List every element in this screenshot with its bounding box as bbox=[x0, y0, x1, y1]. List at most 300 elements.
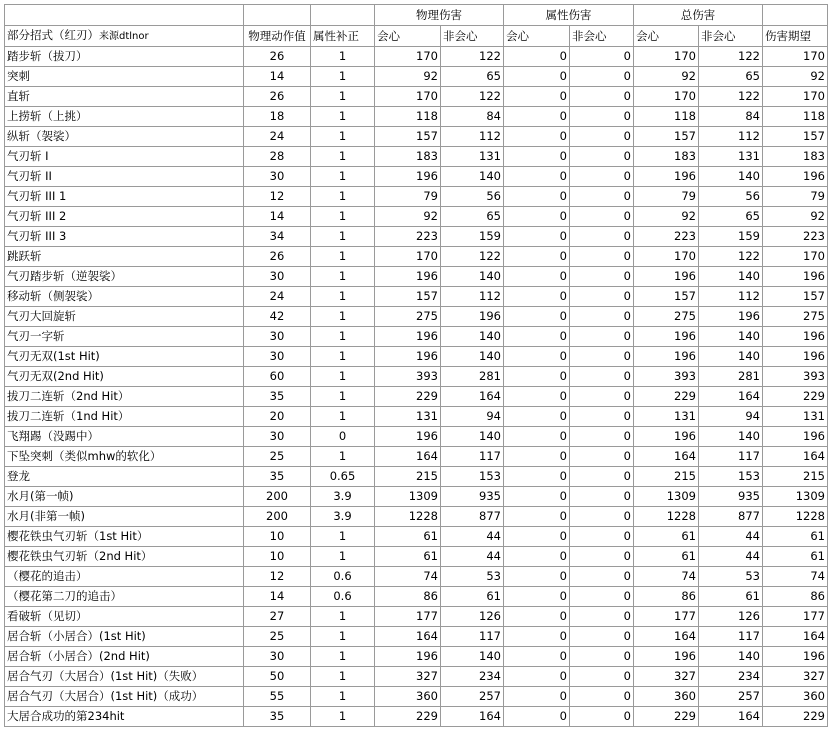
total-noncrit-cell[interactable]: 94 bbox=[699, 407, 763, 427]
expected-cell[interactable]: 196 bbox=[763, 647, 828, 667]
total-noncrit-cell[interactable]: 117 bbox=[699, 447, 763, 467]
expected-cell[interactable]: 223 bbox=[763, 227, 828, 247]
move-name-cell[interactable]: 拔刀二连斩（1nd Hit） bbox=[5, 407, 244, 427]
elem-crit-cell[interactable]: 0 bbox=[504, 667, 570, 687]
total-noncrit-cell[interactable]: 877 bbox=[699, 507, 763, 527]
element-mod-cell[interactable]: 0 bbox=[311, 427, 375, 447]
phys-noncrit-cell[interactable]: 53 bbox=[441, 567, 504, 587]
elem-crit-cell[interactable]: 0 bbox=[504, 487, 570, 507]
element-mod-cell[interactable]: 1 bbox=[311, 227, 375, 247]
elem-crit-cell[interactable]: 0 bbox=[504, 67, 570, 87]
phys-noncrit-cell[interactable]: 112 bbox=[441, 287, 504, 307]
expected-cell[interactable]: 92 bbox=[763, 67, 828, 87]
header-phys-crit[interactable]: 会心 bbox=[375, 26, 441, 47]
total-noncrit-cell[interactable]: 281 bbox=[699, 367, 763, 387]
elem-crit-cell[interactable]: 0 bbox=[504, 347, 570, 367]
phys-crit-cell[interactable]: 1309 bbox=[375, 487, 441, 507]
element-mod-cell[interactable]: 1 bbox=[311, 407, 375, 427]
move-name-cell[interactable]: 气刃斩 II bbox=[5, 167, 244, 187]
total-noncrit-cell[interactable]: 112 bbox=[699, 287, 763, 307]
phys-noncrit-cell[interactable]: 94 bbox=[441, 407, 504, 427]
phys-crit-cell[interactable]: 170 bbox=[375, 87, 441, 107]
element-mod-cell[interactable]: 3.9 bbox=[311, 507, 375, 527]
elem-noncrit-cell[interactable]: 0 bbox=[570, 167, 634, 187]
expected-cell[interactable]: 327 bbox=[763, 667, 828, 687]
elem-crit-cell[interactable]: 0 bbox=[504, 387, 570, 407]
phys-crit-cell[interactable]: 196 bbox=[375, 427, 441, 447]
motion-value-cell[interactable]: 26 bbox=[244, 247, 311, 267]
phys-crit-cell[interactable]: 196 bbox=[375, 267, 441, 287]
phys-noncrit-cell[interactable]: 140 bbox=[441, 347, 504, 367]
expected-cell[interactable]: 157 bbox=[763, 127, 828, 147]
total-noncrit-cell[interactable]: 140 bbox=[699, 647, 763, 667]
expected-cell[interactable]: 61 bbox=[763, 527, 828, 547]
expected-cell[interactable]: 1228 bbox=[763, 507, 828, 527]
phys-noncrit-cell[interactable]: 140 bbox=[441, 647, 504, 667]
elem-noncrit-cell[interactable]: 0 bbox=[570, 107, 634, 127]
elem-crit-cell[interactable]: 0 bbox=[504, 367, 570, 387]
phys-noncrit-cell[interactable]: 44 bbox=[441, 547, 504, 567]
phys-noncrit-cell[interactable]: 65 bbox=[441, 67, 504, 87]
phys-noncrit-cell[interactable]: 117 bbox=[441, 627, 504, 647]
elem-noncrit-cell[interactable]: 0 bbox=[570, 587, 634, 607]
total-crit-cell[interactable]: 223 bbox=[634, 227, 699, 247]
expected-cell[interactable]: 229 bbox=[763, 387, 828, 407]
total-noncrit-cell[interactable]: 44 bbox=[699, 527, 763, 547]
motion-value-cell[interactable]: 30 bbox=[244, 267, 311, 287]
total-crit-cell[interactable]: 275 bbox=[634, 307, 699, 327]
motion-value-cell[interactable]: 28 bbox=[244, 147, 311, 167]
phys-noncrit-cell[interactable]: 164 bbox=[441, 387, 504, 407]
phys-noncrit-cell[interactable]: 257 bbox=[441, 687, 504, 707]
header-move-name[interactable] bbox=[5, 26, 244, 47]
total-crit-cell[interactable]: 170 bbox=[634, 247, 699, 267]
motion-value-cell[interactable]: 35 bbox=[244, 467, 311, 487]
phys-noncrit-cell[interactable]: 234 bbox=[441, 667, 504, 687]
total-crit-cell[interactable]: 215 bbox=[634, 467, 699, 487]
total-noncrit-cell[interactable]: 117 bbox=[699, 627, 763, 647]
expected-cell[interactable]: 196 bbox=[763, 347, 828, 367]
phys-noncrit-cell[interactable]: 877 bbox=[441, 507, 504, 527]
expected-cell[interactable]: 229 bbox=[763, 707, 828, 727]
phys-crit-cell[interactable]: 92 bbox=[375, 207, 441, 227]
elem-crit-cell[interactable]: 0 bbox=[504, 207, 570, 227]
total-noncrit-cell[interactable]: 159 bbox=[699, 227, 763, 247]
element-mod-cell[interactable]: 1 bbox=[311, 647, 375, 667]
phys-noncrit-cell[interactable]: 65 bbox=[441, 207, 504, 227]
motion-value-cell[interactable]: 34 bbox=[244, 227, 311, 247]
elem-crit-cell[interactable]: 0 bbox=[504, 267, 570, 287]
phys-crit-cell[interactable]: 86 bbox=[375, 587, 441, 607]
total-crit-cell[interactable]: 86 bbox=[634, 587, 699, 607]
total-crit-cell[interactable]: 164 bbox=[634, 627, 699, 647]
move-name-cell[interactable]: 跳跃斩 bbox=[5, 247, 244, 267]
motion-value-cell[interactable]: 42 bbox=[244, 307, 311, 327]
total-noncrit-cell[interactable]: 140 bbox=[699, 327, 763, 347]
elem-crit-cell[interactable]: 0 bbox=[504, 187, 570, 207]
elem-noncrit-cell[interactable]: 0 bbox=[570, 447, 634, 467]
total-noncrit-cell[interactable]: 140 bbox=[699, 427, 763, 447]
move-name-cell[interactable]: 气刃斩 III 1 bbox=[5, 187, 244, 207]
move-name-cell[interactable]: 上捞斩（上挑） bbox=[5, 107, 244, 127]
phys-crit-cell[interactable]: 196 bbox=[375, 327, 441, 347]
move-name-cell[interactable]: 气刃大回旋斩 bbox=[5, 307, 244, 327]
motion-value-cell[interactable]: 25 bbox=[244, 627, 311, 647]
motion-value-cell[interactable]: 60 bbox=[244, 367, 311, 387]
phys-crit-cell[interactable]: 223 bbox=[375, 227, 441, 247]
total-noncrit-cell[interactable]: 126 bbox=[699, 607, 763, 627]
elem-crit-cell[interactable]: 0 bbox=[504, 167, 570, 187]
elem-crit-cell[interactable]: 0 bbox=[504, 427, 570, 447]
elem-noncrit-cell[interactable]: 0 bbox=[570, 347, 634, 367]
motion-value-cell[interactable]: 30 bbox=[244, 167, 311, 187]
header-total-crit[interactable]: 会心 bbox=[634, 26, 699, 47]
elem-noncrit-cell[interactable]: 0 bbox=[570, 627, 634, 647]
expected-cell[interactable]: 164 bbox=[763, 627, 828, 647]
element-mod-cell[interactable]: 1 bbox=[311, 707, 375, 727]
motion-value-cell[interactable]: 24 bbox=[244, 127, 311, 147]
move-name-cell[interactable]: 樱花铁虫气刃斩（1st Hit） bbox=[5, 527, 244, 547]
phys-crit-cell[interactable]: 393 bbox=[375, 367, 441, 387]
move-name-cell[interactable]: 气刃一字斩 bbox=[5, 327, 244, 347]
total-crit-cell[interactable]: 92 bbox=[634, 207, 699, 227]
phys-noncrit-cell[interactable]: 44 bbox=[441, 527, 504, 547]
header-elem-noncrit[interactable]: 非会心 bbox=[570, 26, 634, 47]
total-crit-cell[interactable]: 196 bbox=[634, 347, 699, 367]
move-name-cell[interactable]: 踏步斩（拔刀） bbox=[5, 47, 244, 67]
phys-crit-cell[interactable]: 229 bbox=[375, 387, 441, 407]
phys-crit-cell[interactable]: 157 bbox=[375, 127, 441, 147]
move-name-cell[interactable]: 拔刀二连斩（2nd Hit） bbox=[5, 387, 244, 407]
total-crit-cell[interactable]: 1228 bbox=[634, 507, 699, 527]
expected-cell[interactable]: 86 bbox=[763, 587, 828, 607]
phys-noncrit-cell[interactable]: 56 bbox=[441, 187, 504, 207]
total-crit-cell[interactable]: 79 bbox=[634, 187, 699, 207]
element-mod-cell[interactable]: 0.6 bbox=[311, 587, 375, 607]
elem-crit-cell[interactable]: 0 bbox=[504, 327, 570, 347]
elem-crit-cell[interactable]: 0 bbox=[504, 587, 570, 607]
element-mod-cell[interactable]: 1 bbox=[311, 87, 375, 107]
total-noncrit-cell[interactable]: 140 bbox=[699, 167, 763, 187]
phys-crit-cell[interactable]: 61 bbox=[375, 547, 441, 567]
elem-noncrit-cell[interactable]: 0 bbox=[570, 367, 634, 387]
total-crit-cell[interactable]: 229 bbox=[634, 707, 699, 727]
phys-crit-cell[interactable]: 61 bbox=[375, 527, 441, 547]
element-mod-cell[interactable]: 1 bbox=[311, 307, 375, 327]
header-empty-cell[interactable] bbox=[311, 5, 375, 26]
phys-crit-cell[interactable]: 170 bbox=[375, 47, 441, 67]
total-crit-cell[interactable]: 196 bbox=[634, 647, 699, 667]
element-mod-cell[interactable]: 1 bbox=[311, 447, 375, 467]
total-noncrit-cell[interactable]: 53 bbox=[699, 567, 763, 587]
phys-noncrit-cell[interactable]: 122 bbox=[441, 87, 504, 107]
elem-crit-cell[interactable]: 0 bbox=[504, 647, 570, 667]
total-crit-cell[interactable]: 74 bbox=[634, 567, 699, 587]
elem-crit-cell[interactable]: 0 bbox=[504, 47, 570, 67]
header-element-damage[interactable]: 属性伤害 bbox=[504, 5, 634, 26]
elem-crit-cell[interactable]: 0 bbox=[504, 687, 570, 707]
elem-crit-cell[interactable]: 0 bbox=[504, 287, 570, 307]
total-noncrit-cell[interactable]: 84 bbox=[699, 107, 763, 127]
element-mod-cell[interactable]: 3.9 bbox=[311, 487, 375, 507]
total-noncrit-cell[interactable]: 65 bbox=[699, 207, 763, 227]
total-noncrit-cell[interactable]: 112 bbox=[699, 127, 763, 147]
move-name-cell[interactable]: 气刃斩 III 2 bbox=[5, 207, 244, 227]
total-crit-cell[interactable]: 183 bbox=[634, 147, 699, 167]
move-name-cell[interactable]: 直斩 bbox=[5, 87, 244, 107]
header-element-mod[interactable]: 属性补正 bbox=[311, 26, 375, 47]
phys-crit-cell[interactable]: 360 bbox=[375, 687, 441, 707]
element-mod-cell[interactable]: 1 bbox=[311, 147, 375, 167]
total-noncrit-cell[interactable]: 164 bbox=[699, 387, 763, 407]
total-noncrit-cell[interactable]: 56 bbox=[699, 187, 763, 207]
elem-noncrit-cell[interactable]: 0 bbox=[570, 227, 634, 247]
total-crit-cell[interactable]: 61 bbox=[634, 527, 699, 547]
motion-value-cell[interactable]: 14 bbox=[244, 207, 311, 227]
header-motion-value[interactable]: 物理动作值 bbox=[244, 26, 311, 47]
move-name-cell[interactable]: 飞翔踢（没踢中） bbox=[5, 427, 244, 447]
element-mod-cell[interactable]: 1 bbox=[311, 247, 375, 267]
total-crit-cell[interactable]: 92 bbox=[634, 67, 699, 87]
elem-crit-cell[interactable]: 0 bbox=[504, 247, 570, 267]
total-crit-cell[interactable]: 177 bbox=[634, 607, 699, 627]
elem-crit-cell[interactable]: 0 bbox=[504, 547, 570, 567]
total-noncrit-cell[interactable]: 935 bbox=[699, 487, 763, 507]
total-noncrit-cell[interactable]: 65 bbox=[699, 67, 763, 87]
move-name-cell[interactable]: 突刺 bbox=[5, 67, 244, 87]
elem-crit-cell[interactable]: 0 bbox=[504, 407, 570, 427]
total-crit-cell[interactable]: 170 bbox=[634, 87, 699, 107]
expected-cell[interactable]: 196 bbox=[763, 327, 828, 347]
motion-value-cell[interactable]: 30 bbox=[244, 647, 311, 667]
motion-value-cell[interactable]: 200 bbox=[244, 487, 311, 507]
phys-crit-cell[interactable]: 196 bbox=[375, 167, 441, 187]
move-name-cell[interactable]: 气刃无双(1st Hit) bbox=[5, 347, 244, 367]
phys-crit-cell[interactable]: 196 bbox=[375, 347, 441, 367]
move-name-cell[interactable]: 移动斩（侧袈裟） bbox=[5, 287, 244, 307]
expected-cell[interactable]: 196 bbox=[763, 167, 828, 187]
phys-crit-cell[interactable]: 164 bbox=[375, 447, 441, 467]
expected-cell[interactable]: 170 bbox=[763, 87, 828, 107]
move-name-cell[interactable]: 纵斩（袈裟） bbox=[5, 127, 244, 147]
total-crit-cell[interactable]: 1309 bbox=[634, 487, 699, 507]
motion-value-cell[interactable]: 14 bbox=[244, 587, 311, 607]
elem-noncrit-cell[interactable]: 0 bbox=[570, 667, 634, 687]
phys-noncrit-cell[interactable]: 140 bbox=[441, 267, 504, 287]
total-noncrit-cell[interactable]: 122 bbox=[699, 247, 763, 267]
move-name-cell[interactable]: 居合气刃（大居合）(1st Hit)（失败） bbox=[5, 667, 244, 687]
move-name-cell[interactable]: 气刃斩 I bbox=[5, 147, 244, 167]
move-name-cell[interactable]: （樱花第二刀的追击） bbox=[5, 587, 244, 607]
expected-cell[interactable]: 74 bbox=[763, 567, 828, 587]
expected-cell[interactable]: 131 bbox=[763, 407, 828, 427]
move-name-cell[interactable]: 气刃踏步斩（逆袈裟） bbox=[5, 267, 244, 287]
elem-noncrit-cell[interactable]: 0 bbox=[570, 207, 634, 227]
motion-value-cell[interactable]: 200 bbox=[244, 507, 311, 527]
motion-value-cell[interactable]: 55 bbox=[244, 687, 311, 707]
move-name-cell[interactable]: 樱花铁虫气刃斩（2nd Hit） bbox=[5, 547, 244, 567]
elem-noncrit-cell[interactable]: 0 bbox=[570, 187, 634, 207]
element-mod-cell[interactable]: 1 bbox=[311, 347, 375, 367]
phys-crit-cell[interactable]: 183 bbox=[375, 147, 441, 167]
phys-crit-cell[interactable]: 92 bbox=[375, 67, 441, 87]
total-crit-cell[interactable]: 196 bbox=[634, 167, 699, 187]
phys-crit-cell[interactable]: 196 bbox=[375, 647, 441, 667]
expected-cell[interactable]: 170 bbox=[763, 47, 828, 67]
elem-crit-cell[interactable]: 0 bbox=[504, 447, 570, 467]
move-name-cell[interactable]: 登龙 bbox=[5, 467, 244, 487]
total-noncrit-cell[interactable]: 234 bbox=[699, 667, 763, 687]
total-crit-cell[interactable]: 157 bbox=[634, 287, 699, 307]
element-mod-cell[interactable]: 1 bbox=[311, 187, 375, 207]
elem-noncrit-cell[interactable]: 0 bbox=[570, 427, 634, 447]
expected-cell[interactable]: 92 bbox=[763, 207, 828, 227]
element-mod-cell[interactable]: 1 bbox=[311, 327, 375, 347]
expected-cell[interactable]: 61 bbox=[763, 547, 828, 567]
element-mod-cell[interactable]: 1 bbox=[311, 627, 375, 647]
phys-noncrit-cell[interactable]: 122 bbox=[441, 247, 504, 267]
phys-noncrit-cell[interactable]: 196 bbox=[441, 307, 504, 327]
element-mod-cell[interactable]: 0.6 bbox=[311, 567, 375, 587]
phys-noncrit-cell[interactable]: 935 bbox=[441, 487, 504, 507]
phys-crit-cell[interactable]: 118 bbox=[375, 107, 441, 127]
expected-cell[interactable]: 275 bbox=[763, 307, 828, 327]
elem-crit-cell[interactable]: 0 bbox=[504, 127, 570, 147]
move-name-cell[interactable]: 居合斩（小居合）(1st Hit) bbox=[5, 627, 244, 647]
total-noncrit-cell[interactable]: 140 bbox=[699, 267, 763, 287]
move-name-cell[interactable]: 水月(非第一帧) bbox=[5, 507, 244, 527]
phys-noncrit-cell[interactable]: 84 bbox=[441, 107, 504, 127]
element-mod-cell[interactable]: 1 bbox=[311, 67, 375, 87]
elem-noncrit-cell[interactable]: 0 bbox=[570, 567, 634, 587]
phys-noncrit-cell[interactable]: 117 bbox=[441, 447, 504, 467]
elem-noncrit-cell[interactable]: 0 bbox=[570, 467, 634, 487]
phys-crit-cell[interactable]: 275 bbox=[375, 307, 441, 327]
elem-crit-cell[interactable]: 0 bbox=[504, 107, 570, 127]
expected-cell[interactable]: 170 bbox=[763, 247, 828, 267]
motion-value-cell[interactable]: 50 bbox=[244, 667, 311, 687]
phys-crit-cell[interactable]: 164 bbox=[375, 627, 441, 647]
expected-cell[interactable]: 157 bbox=[763, 287, 828, 307]
elem-noncrit-cell[interactable]: 0 bbox=[570, 247, 634, 267]
expected-cell[interactable]: 215 bbox=[763, 467, 828, 487]
expected-cell[interactable]: 183 bbox=[763, 147, 828, 167]
header-expected[interactable]: 伤害期望 bbox=[763, 26, 828, 47]
elem-crit-cell[interactable]: 0 bbox=[504, 467, 570, 487]
total-crit-cell[interactable]: 131 bbox=[634, 407, 699, 427]
phys-noncrit-cell[interactable]: 126 bbox=[441, 607, 504, 627]
elem-crit-cell[interactable]: 0 bbox=[504, 707, 570, 727]
motion-value-cell[interactable]: 10 bbox=[244, 547, 311, 567]
elem-crit-cell[interactable]: 0 bbox=[504, 567, 570, 587]
phys-noncrit-cell[interactable]: 140 bbox=[441, 327, 504, 347]
elem-noncrit-cell[interactable]: 0 bbox=[570, 687, 634, 707]
header-empty-cell[interactable] bbox=[5, 5, 244, 26]
element-mod-cell[interactable]: 1 bbox=[311, 207, 375, 227]
expected-cell[interactable]: 79 bbox=[763, 187, 828, 207]
move-name-cell[interactable]: 看破斩（见切） bbox=[5, 607, 244, 627]
elem-noncrit-cell[interactable]: 0 bbox=[570, 327, 634, 347]
motion-value-cell[interactable]: 26 bbox=[244, 47, 311, 67]
total-crit-cell[interactable]: 157 bbox=[634, 127, 699, 147]
total-noncrit-cell[interactable]: 164 bbox=[699, 707, 763, 727]
phys-noncrit-cell[interactable]: 159 bbox=[441, 227, 504, 247]
total-crit-cell[interactable]: 118 bbox=[634, 107, 699, 127]
total-crit-cell[interactable]: 229 bbox=[634, 387, 699, 407]
elem-noncrit-cell[interactable]: 0 bbox=[570, 267, 634, 287]
move-name-cell[interactable]: 下坠突刺（类似mhw的软化） bbox=[5, 447, 244, 467]
elem-crit-cell[interactable]: 0 bbox=[504, 527, 570, 547]
header-elem-crit[interactable]: 会心 bbox=[504, 26, 570, 47]
elem-noncrit-cell[interactable]: 0 bbox=[570, 387, 634, 407]
total-noncrit-cell[interactable]: 131 bbox=[699, 147, 763, 167]
motion-value-cell[interactable]: 18 bbox=[244, 107, 311, 127]
total-crit-cell[interactable]: 61 bbox=[634, 547, 699, 567]
elem-noncrit-cell[interactable]: 0 bbox=[570, 527, 634, 547]
move-name-cell[interactable]: 水月(第一帧) bbox=[5, 487, 244, 507]
phys-crit-cell[interactable]: 229 bbox=[375, 707, 441, 727]
phys-noncrit-cell[interactable]: 140 bbox=[441, 167, 504, 187]
header-empty-cell[interactable] bbox=[763, 5, 828, 26]
elem-noncrit-cell[interactable]: 0 bbox=[570, 487, 634, 507]
elem-noncrit-cell[interactable]: 0 bbox=[570, 67, 634, 87]
phys-crit-cell[interactable]: 215 bbox=[375, 467, 441, 487]
motion-value-cell[interactable]: 30 bbox=[244, 327, 311, 347]
move-name-cell[interactable]: 气刃斩 III 3 bbox=[5, 227, 244, 247]
total-noncrit-cell[interactable]: 153 bbox=[699, 467, 763, 487]
phys-crit-cell[interactable]: 327 bbox=[375, 667, 441, 687]
total-noncrit-cell[interactable]: 122 bbox=[699, 47, 763, 67]
elem-noncrit-cell[interactable]: 0 bbox=[570, 547, 634, 567]
motion-value-cell[interactable]: 35 bbox=[244, 387, 311, 407]
elem-crit-cell[interactable]: 0 bbox=[504, 147, 570, 167]
element-mod-cell[interactable]: 1 bbox=[311, 167, 375, 187]
expected-cell[interactable]: 1309 bbox=[763, 487, 828, 507]
element-mod-cell[interactable]: 1 bbox=[311, 607, 375, 627]
expected-cell[interactable]: 118 bbox=[763, 107, 828, 127]
expected-cell[interactable]: 196 bbox=[763, 267, 828, 287]
element-mod-cell[interactable]: 1 bbox=[311, 267, 375, 287]
elem-crit-cell[interactable]: 0 bbox=[504, 227, 570, 247]
move-name-cell[interactable]: 大居合成功的第234hit bbox=[5, 707, 244, 727]
expected-cell[interactable]: 164 bbox=[763, 447, 828, 467]
total-crit-cell[interactable]: 393 bbox=[634, 367, 699, 387]
elem-noncrit-cell[interactable]: 0 bbox=[570, 307, 634, 327]
header-phys-noncrit[interactable]: 非会心 bbox=[441, 26, 504, 47]
motion-value-cell[interactable]: 14 bbox=[244, 67, 311, 87]
motion-value-cell[interactable]: 27 bbox=[244, 607, 311, 627]
element-mod-cell[interactable]: 1 bbox=[311, 367, 375, 387]
elem-crit-cell[interactable]: 0 bbox=[504, 87, 570, 107]
phys-crit-cell[interactable]: 131 bbox=[375, 407, 441, 427]
elem-noncrit-cell[interactable]: 0 bbox=[570, 607, 634, 627]
element-mod-cell[interactable]: 1 bbox=[311, 387, 375, 407]
elem-noncrit-cell[interactable]: 0 bbox=[570, 87, 634, 107]
element-mod-cell[interactable]: 1 bbox=[311, 527, 375, 547]
motion-value-cell[interactable]: 10 bbox=[244, 527, 311, 547]
phys-noncrit-cell[interactable]: 131 bbox=[441, 147, 504, 167]
phys-noncrit-cell[interactable]: 164 bbox=[441, 707, 504, 727]
elem-noncrit-cell[interactable]: 0 bbox=[570, 407, 634, 427]
total-noncrit-cell[interactable]: 196 bbox=[699, 307, 763, 327]
total-noncrit-cell[interactable]: 140 bbox=[699, 347, 763, 367]
motion-value-cell[interactable]: 12 bbox=[244, 187, 311, 207]
elem-crit-cell[interactable]: 0 bbox=[504, 627, 570, 647]
motion-value-cell[interactable]: 20 bbox=[244, 407, 311, 427]
header-empty-cell[interactable] bbox=[244, 5, 311, 26]
total-crit-cell[interactable]: 170 bbox=[634, 47, 699, 67]
motion-value-cell[interactable]: 30 bbox=[244, 427, 311, 447]
